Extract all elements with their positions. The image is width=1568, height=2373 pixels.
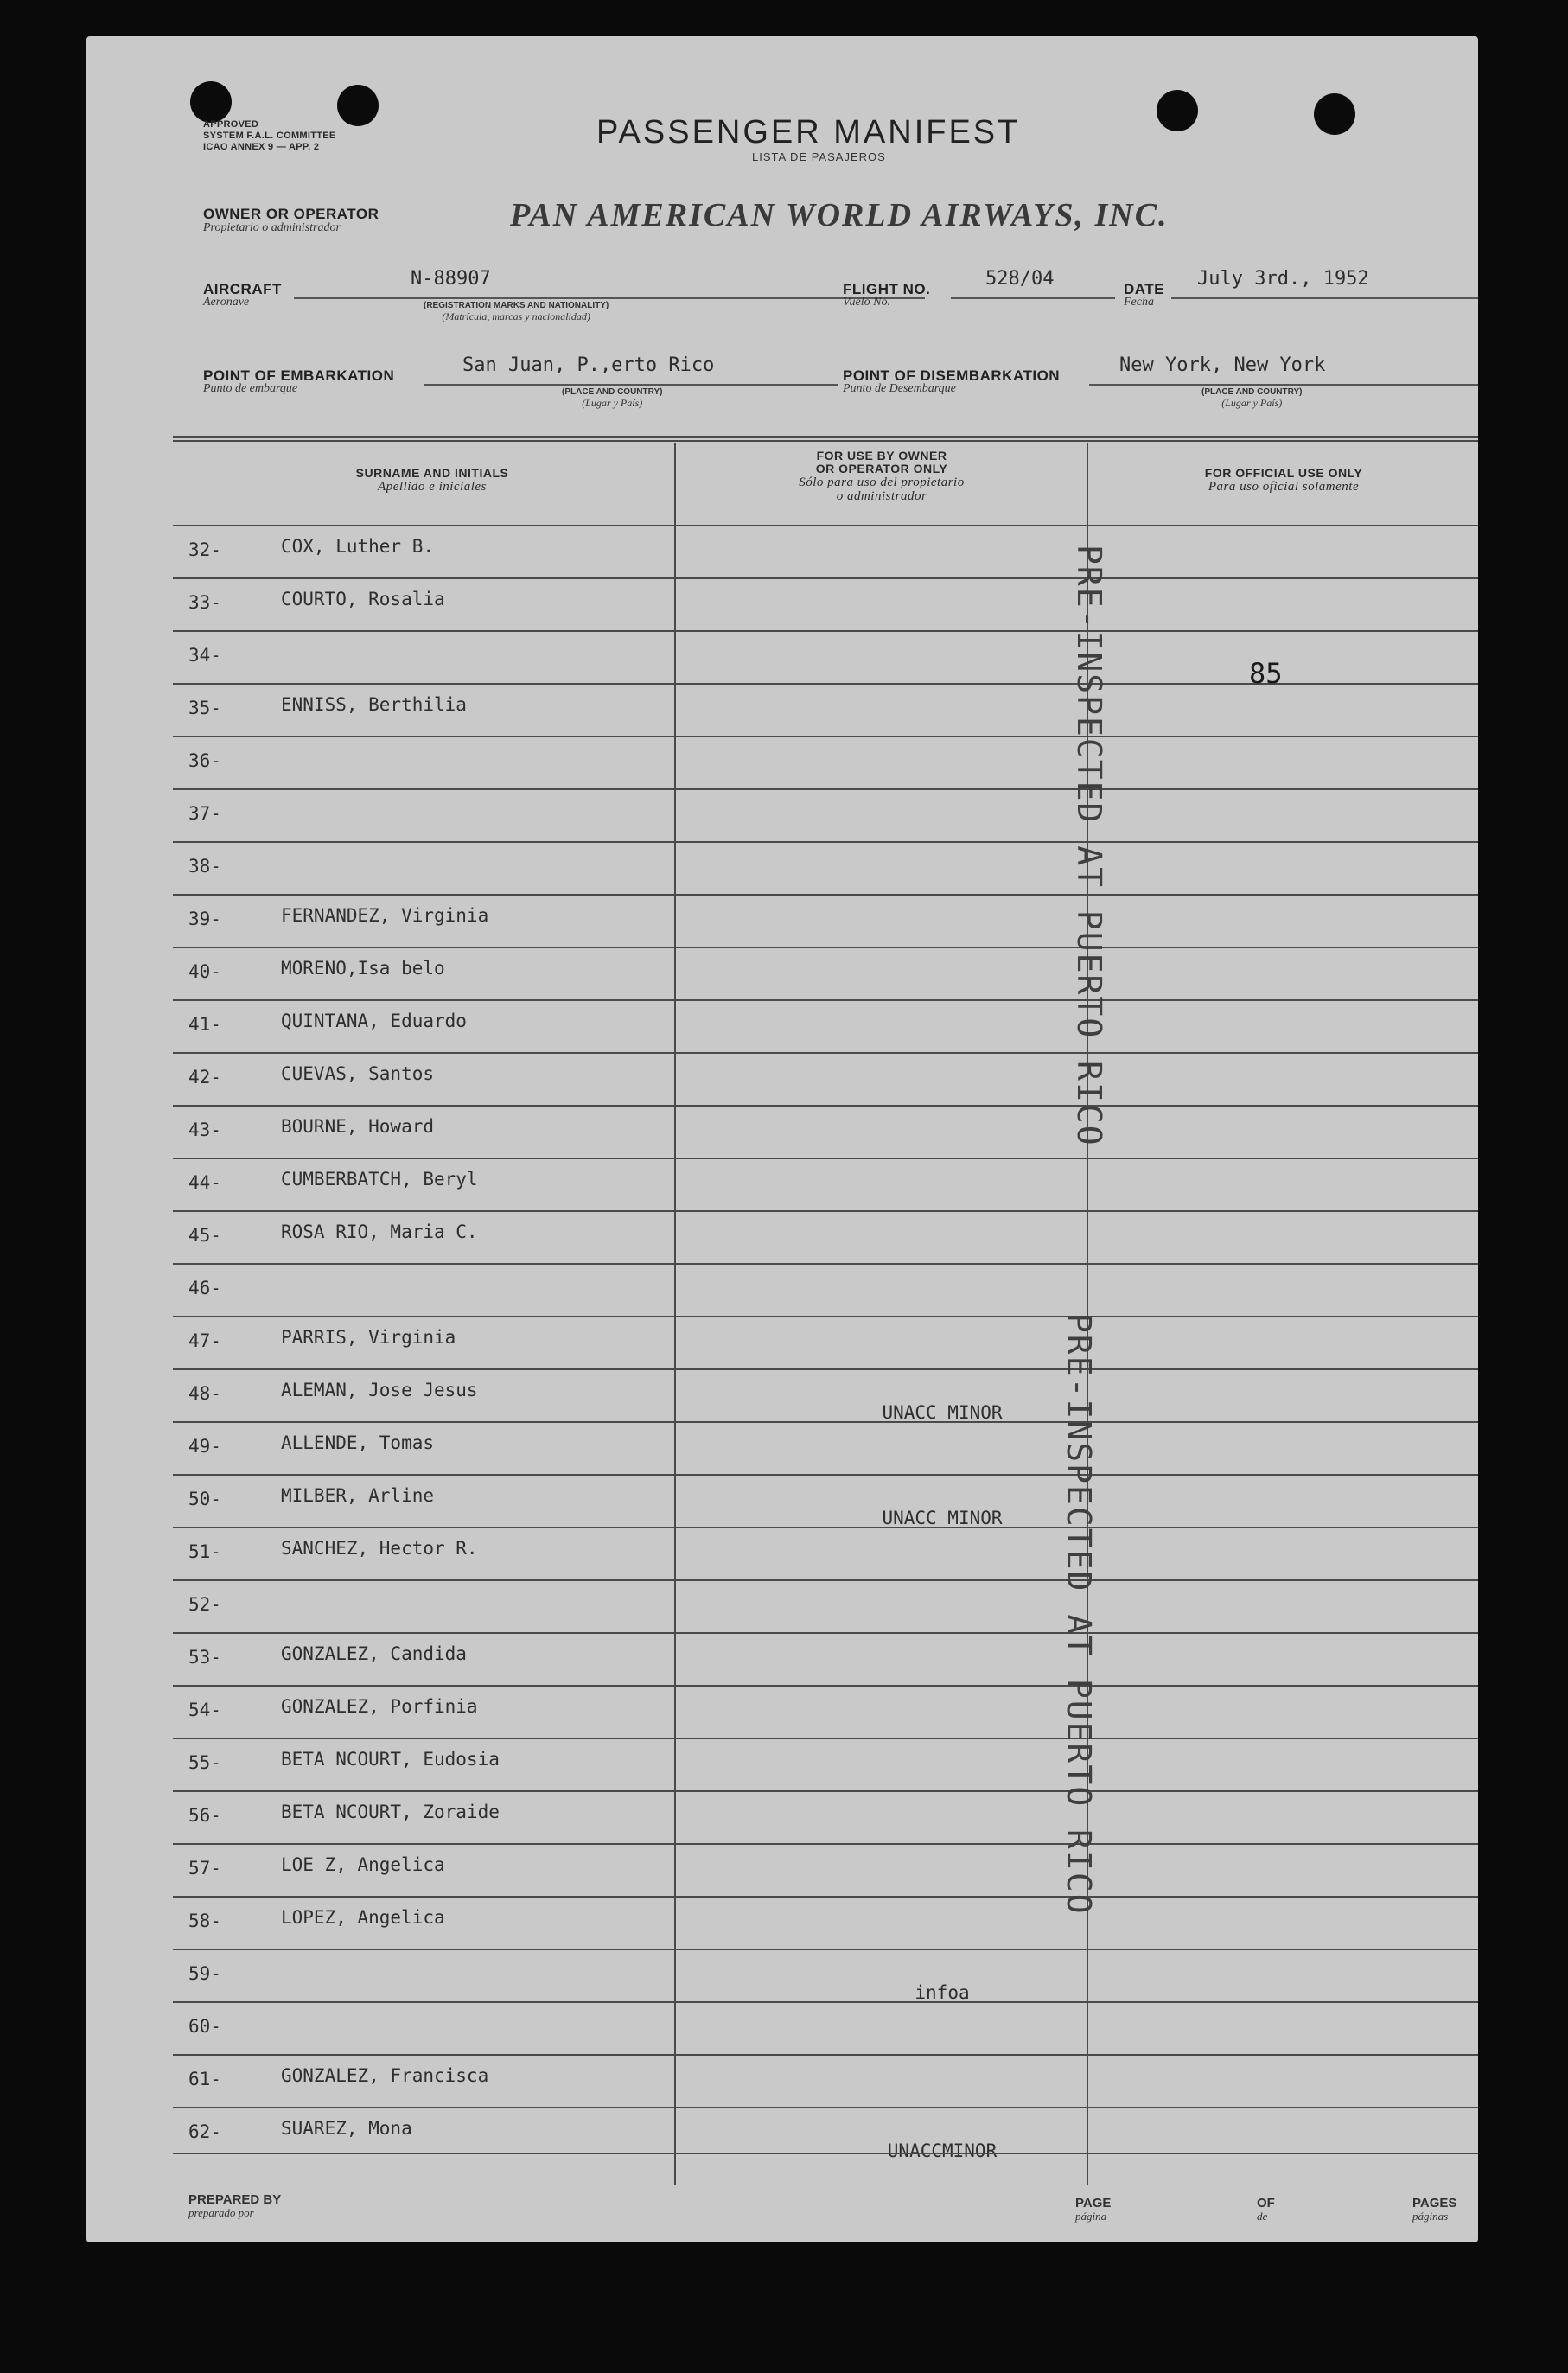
embark-sub: Punto de embarque [203, 382, 298, 395]
row-number: 60- [188, 2016, 221, 2037]
passenger-name: CUMBERBATCH, Beryl [281, 1169, 478, 1190]
row-number: 35- [188, 698, 221, 718]
surname-header-en: SURNAME AND INITIALS [355, 466, 509, 480]
row-rule [173, 1896, 1478, 1898]
row-number: 50- [188, 1489, 221, 1509]
pre-inspected-stamp: PRE-INSPECTED AT PUERTO RICO [1060, 1313, 1098, 1916]
owner-note: infoa [915, 1982, 970, 2003]
row-number: 36- [188, 750, 221, 771]
aircraft-caption-es: (Matrícula, marcas y nacionalidad) [442, 310, 590, 322]
punch-hole [1157, 90, 1198, 131]
passenger-name: GONZALEZ, Francisca [281, 2065, 489, 2086]
row-number: 37- [188, 803, 221, 824]
passenger-name: ALEMAN, Jose Jesus [281, 1380, 478, 1400]
owner-use-header-es: Sólo para uso del propietario [799, 475, 965, 489]
row-rule [173, 1368, 1478, 1370]
aircraft-label-block [203, 281, 282, 309]
row-number: 49- [188, 1436, 221, 1457]
row-number: 45- [188, 1225, 221, 1246]
row-number: 56- [188, 1805, 221, 1826]
date-field-line [1171, 297, 1478, 299]
row-number: 32- [188, 539, 221, 560]
passenger-name: COX, Luther B. [281, 536, 435, 557]
row-rule [173, 1474, 1478, 1476]
pages-en: PAGES [1412, 2196, 1457, 2210]
aircraft-value: N-88907 [411, 268, 491, 290]
row-number: 42- [188, 1067, 221, 1088]
disembark-value: New York, New York [1119, 354, 1326, 376]
passenger-name: MILBER, Arline [281, 1485, 435, 1506]
passenger-name: MORENO,Isa belo [281, 958, 445, 979]
row-rule [173, 1790, 1478, 1792]
row-number: 44- [188, 1172, 221, 1193]
passenger-name: COURTO, Rosalia [281, 589, 445, 609]
flight-label-block [843, 281, 930, 309]
passenger-name: LOPEZ, Angelica [281, 1907, 445, 1928]
passenger-name: SUAREZ, Mona [281, 2118, 412, 2139]
aircraft-field-line [294, 297, 925, 299]
row-number: 55- [188, 1752, 221, 1773]
passenger-name: QUINTANA, Eduardo [281, 1011, 467, 1031]
row-rule [173, 1263, 1478, 1265]
passenger-name: ENNISS, Berthilia [281, 694, 467, 715]
approval-note [203, 119, 336, 153]
row-rule [173, 1421, 1478, 1423]
row-number: 40- [188, 961, 221, 982]
page-en: PAGE [1075, 2196, 1112, 2210]
column-divider [674, 443, 676, 2185]
row-rule [173, 1105, 1478, 1107]
embark-value: San Juan, P.,erto Rico [462, 354, 715, 376]
passenger-name: CUEVAS, Santos [281, 1063, 435, 1084]
flight-sub: Vuelo No. [843, 296, 890, 309]
pages-label [1409, 2197, 1460, 2223]
row-number: 57- [188, 1858, 221, 1879]
flight-value: 528/04 [985, 268, 1055, 290]
row-rule [173, 630, 1478, 632]
row-number: 47- [188, 1330, 221, 1351]
row-number: 46- [188, 1278, 221, 1298]
row-rule [173, 577, 1478, 579]
table-bottom-border [173, 2153, 1478, 2154]
aircraft-caption [424, 301, 609, 323]
owner-use-header-es: o administrador [836, 489, 927, 503]
passenger-name: ROSA RIO, Maria C. [281, 1222, 478, 1242]
table-top-border [173, 440, 1478, 442]
row-number: 61- [188, 2069, 221, 2089]
embark-label-block [203, 367, 394, 396]
embark-field-line [424, 384, 838, 386]
row-rule [173, 1579, 1478, 1581]
row-number: 33- [188, 592, 221, 613]
row-rule [173, 736, 1478, 737]
prepared-by-en: PREPARED BY [188, 2192, 282, 2207]
row-number: 53- [188, 1647, 221, 1668]
row-rule [173, 1949, 1478, 1950]
passenger-name: BOURNE, Howard [281, 1116, 435, 1137]
flight-label: FLIGHT NO. [843, 281, 931, 297]
owner-use-header-en: OR OPERATOR ONLY [815, 462, 948, 475]
column-header-surname [225, 467, 640, 494]
row-rule [173, 1843, 1478, 1845]
approval-line: SYSTEM F.A.L. COMMITTEE [203, 131, 336, 141]
official-count: 85 [1249, 657, 1283, 690]
aircraft-sub: Aeronave [203, 296, 250, 309]
table-top-border [173, 436, 1478, 438]
of-es: de [1257, 2210, 1268, 2223]
row-rule [173, 1685, 1478, 1687]
row-number: 41- [188, 1014, 221, 1035]
owner-note: UNACCMINOR [887, 2140, 998, 2161]
row-rule [173, 894, 1478, 896]
aircraft-caption-en: (REGISTRATION MARKS AND NATIONALITY) [424, 301, 609, 310]
approval-line: APPROVED [203, 119, 259, 130]
row-rule [173, 1316, 1478, 1317]
punch-hole [1314, 93, 1355, 135]
of-label [1253, 2197, 1278, 2223]
passenger-name: PARRIS, Virginia [281, 1327, 456, 1348]
owner-sub: Propietario o administrador [203, 221, 341, 234]
row-rule [173, 1738, 1478, 1739]
embark-caption-es: (Lugar y País) [582, 397, 643, 409]
disembark-caption-en: (PLACE AND COUNTRY) [1201, 387, 1303, 397]
pre-inspected-stamp: PRE-INSPECTED AT PUERTO RICO [1070, 545, 1108, 1147]
row-rule [173, 999, 1478, 1001]
passenger-name: SANCHEZ, Hector R. [281, 1538, 478, 1559]
row-rule [173, 2107, 1478, 2108]
row-rule [173, 1052, 1478, 1054]
embark-caption [562, 387, 662, 410]
manifest-sheet [86, 36, 1478, 2242]
punch-hole [337, 85, 379, 126]
row-rule [173, 1158, 1478, 1159]
owner-note: UNACC MINOR [882, 1402, 1003, 1423]
row-number: 52- [188, 1594, 221, 1615]
row-rule [173, 2054, 1478, 2056]
flight-field-line [951, 297, 1115, 299]
page-es: página [1075, 2210, 1107, 2223]
official-header-en: FOR OFFICIAL USE ONLY [1204, 466, 1363, 480]
aircraft-label: AIRCRAFT [203, 281, 282, 297]
passenger-name: FERNANDEZ, Virginia [281, 905, 489, 926]
embark-caption-en: (PLACE AND COUNTRY) [562, 387, 663, 397]
disembark-field-line [1089, 384, 1478, 386]
row-number: 51- [188, 1541, 221, 1562]
owner-note: UNACC MINOR [882, 1508, 1003, 1528]
owner-label: OWNER OR OPERATOR [203, 206, 379, 222]
date-label-block [1124, 281, 1164, 309]
row-rule [173, 1632, 1478, 1634]
operator-name: PAN AMERICAN WORLD AIRWAYS, INC. [510, 197, 1169, 233]
row-number: 48- [188, 1383, 221, 1404]
owner-label-block [203, 206, 379, 235]
approval-line: ICAO ANNEX 9 — APP. 2 [203, 142, 320, 152]
passenger-name: GONZALEZ, Porfinia [281, 1696, 478, 1717]
punch-hole [190, 81, 232, 123]
column-header-official [1098, 467, 1469, 494]
row-number: 38- [188, 856, 221, 877]
row-number: 59- [188, 1963, 221, 1984]
row-rule [173, 525, 1478, 526]
row-number: 58- [188, 1911, 221, 1931]
disembark-caption-es: (Lugar y País) [1221, 397, 1283, 409]
passenger-name: LOE Z, Angelica [281, 1854, 445, 1875]
prepared-by-es: preparado por [188, 2206, 254, 2219]
row-number: 54- [188, 1700, 221, 1720]
passenger-name: BETA NCOURT, Eudosia [281, 1749, 500, 1770]
passenger-name: GONZALEZ, Candida [281, 1643, 467, 1664]
embark-label: POINT OF EMBARKATION [203, 367, 395, 384]
official-header-es: Para uso oficial solamente [1208, 480, 1360, 494]
of-en: OF [1257, 2196, 1275, 2210]
date-sub: Fecha [1124, 296, 1154, 309]
page-subtitle: LISTA DE PASAJEROS [752, 150, 886, 163]
row-rule [173, 1527, 1478, 1528]
surname-header-es: Apellido e iniciales [378, 480, 487, 494]
date-value: July 3rd., 1952 [1197, 268, 1369, 290]
row-number: 43- [188, 1120, 221, 1140]
row-rule [173, 841, 1478, 843]
disembark-caption [1201, 387, 1302, 410]
row-rule [173, 947, 1478, 948]
row-rule [173, 1210, 1478, 1212]
passenger-name: ALLENDE, Tomas [281, 1432, 435, 1453]
row-number: 34- [188, 645, 221, 666]
disembark-label-block [843, 367, 1060, 396]
prepared-by-label [188, 2193, 281, 2219]
date-label: DATE [1124, 281, 1165, 297]
passenger-name: BETA NCOURT, Zoraide [281, 1802, 500, 1822]
row-number: 62- [188, 2121, 221, 2142]
page-label [1072, 2197, 1114, 2223]
column-header-owner-use [683, 450, 1080, 503]
disembark-sub: Punto de Desembarque [843, 382, 956, 395]
pages-es: páginas [1412, 2210, 1449, 2223]
owner-use-header-en: FOR USE BY OWNER [816, 449, 947, 462]
row-rule [173, 788, 1478, 790]
page-title: PASSENGER MANIFEST [596, 114, 1021, 150]
row-rule [173, 2001, 1478, 2003]
disembark-label: POINT OF DISEMBARKATION [843, 367, 1061, 384]
row-number: 39- [188, 909, 221, 929]
